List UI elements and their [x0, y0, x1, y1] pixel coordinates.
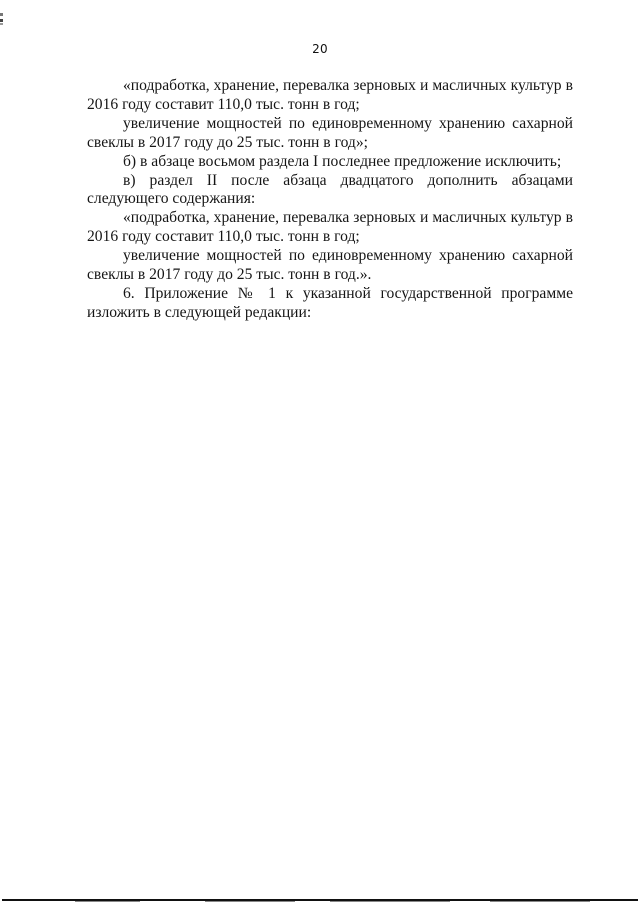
paragraph: увеличение мощностей по единовременному хранению сахарной свеклы в 2017 году до 25 тыс. тонн в год»;: [87, 114, 573, 151]
document-body: [87, 77, 573, 323]
page-number: 20: [312, 42, 328, 56]
paragraph: «подработка, хранение, перевалка зерновых и масличных культур в 2016 году составит 110,0 тыс. тонн в год;: [87, 77, 573, 113]
paragraph: увеличение мощностей по единовременному хранению сахарной свеклы в 2017 году до 25 тыс. тонн в год.».: [87, 247, 573, 284]
scan-artifact: [75, 901, 140, 902]
scan-artifact: [0, 13, 3, 16]
paragraph: 6. Приложение № 1 к указанной государственной программе изложить в следующей редакции:: [87, 284, 573, 321]
scan-artifact: [490, 901, 590, 902]
paragraph: в) раздел II после абзаца двадцатого дополнить абзацами следующего содержания:: [87, 171, 573, 208]
paragraph: «подработка, хранение, перевалка зерновых и масличных культур в 2016 году составит 110,0 тыс. тонн в год;: [87, 209, 573, 246]
scan-artifact: [330, 901, 450, 902]
scan-artifact: [0, 23, 3, 25]
paragraph: б) в абзаце восьмом раздела I последнее предложение исключить;: [123, 152, 562, 170]
scan-artifact: [205, 901, 295, 902]
scan-artifact: [0, 19, 3, 22]
